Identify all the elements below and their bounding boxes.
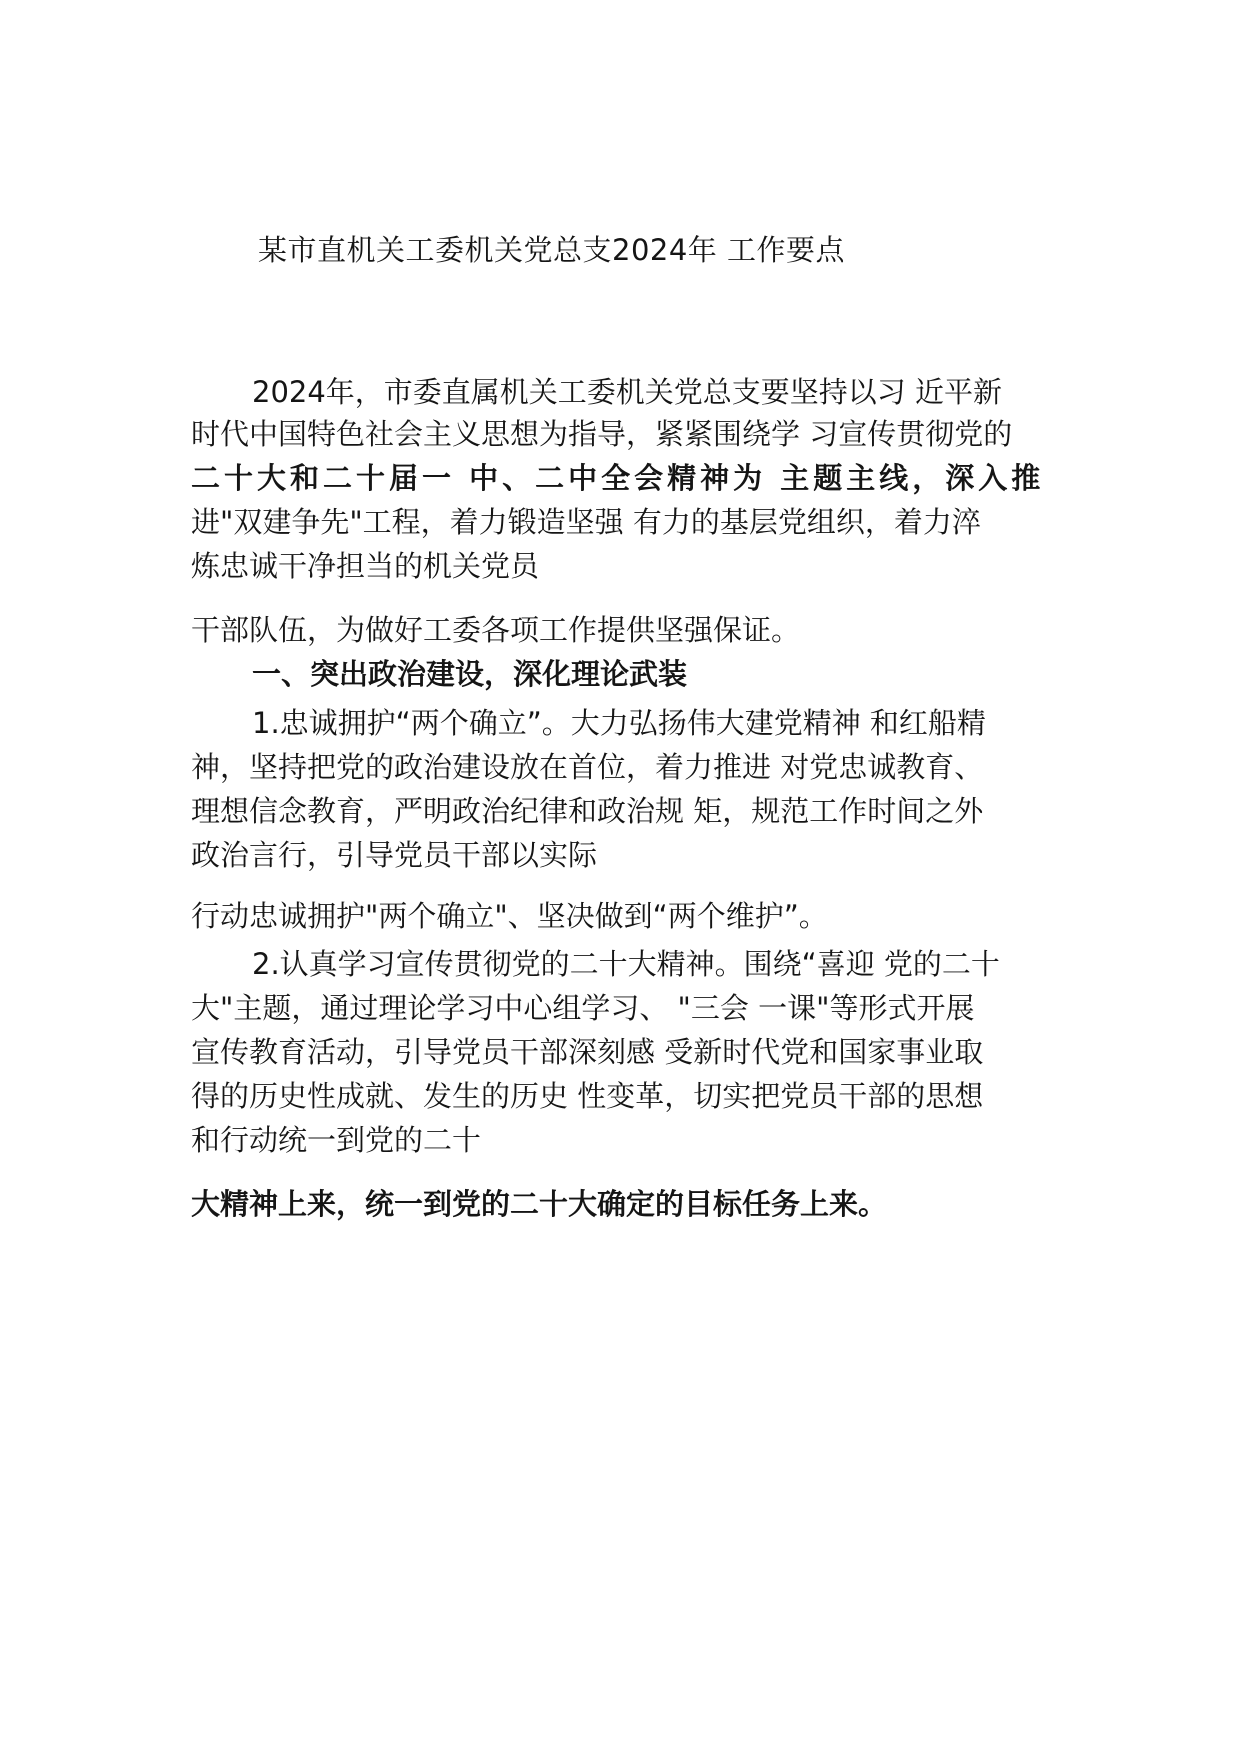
intro-line-1: 2024年，市委直属机关工委机关党总支要坚持以习 近平新 [252, 375, 1003, 409]
item-2-line-1: 2.认真学习宣传贯彻党的二十大精神。围绕“喜迎 党的二十 [252, 947, 1000, 981]
section-1-heading: 一、突出政治建设，深化理论武装 [252, 657, 688, 691]
item-1-line-1: 1.忠诚拥护“两个确立”。大力弘扬伟大建党精神 和红船精 [252, 706, 986, 740]
intro-line-5: 炼忠诚干净担当的机关党员 [191, 549, 540, 583]
item-2-line-2: 大"主题，通过理论学习中心组学习、 "三会 一课"等形式开展 [191, 991, 975, 1025]
item-1-line-4: 政治言行，引导党员干部以实际 [191, 838, 598, 872]
intro-line-6: 干部队伍，为做好工委各项工作提供坚强保证。 [191, 613, 801, 647]
item-1-line-3: 理想信念教育，严明政治纪律和政治规 矩，规范工作时间之外 [191, 794, 984, 828]
intro-line-2: 时代中国特色社会主义思想为指导，紧紧围绕学 习宣传贯彻党的 [191, 417, 1013, 451]
item-1-line-2: 神，坚持把党的政治建设放在首位，着力推进 对党忠诚教育、 [191, 750, 984, 784]
item-2-line-5: 和行动统一到党的二十 [191, 1123, 482, 1157]
item-2-line-3: 宣传教育活动，引导党员干部深刻感 受新时代党和国家事业取 [191, 1035, 984, 1069]
item-1-line-5: 行动忠诚拥护"两个确立"、坚决做到“两个维护”。 [191, 899, 828, 933]
intro-line-3: 二十大和二十届一 中、二中全会精神为 主题主线，深入推 [191, 461, 1045, 495]
item-2-line-4: 得的历史性成就、发生的历史 性变革，切实把党员干部的思想 [191, 1079, 984, 1113]
document-title: 某市直机关工委机关党总支2024年 工作要点 [258, 233, 846, 267]
intro-line-4: 进"双建争先"工程，着力锻造坚强 有力的基层党组织，着力淬 [191, 505, 981, 539]
item-2-line-6: 大精神上来，统一到党的二十大确定的目标任务上来。 [191, 1187, 888, 1221]
